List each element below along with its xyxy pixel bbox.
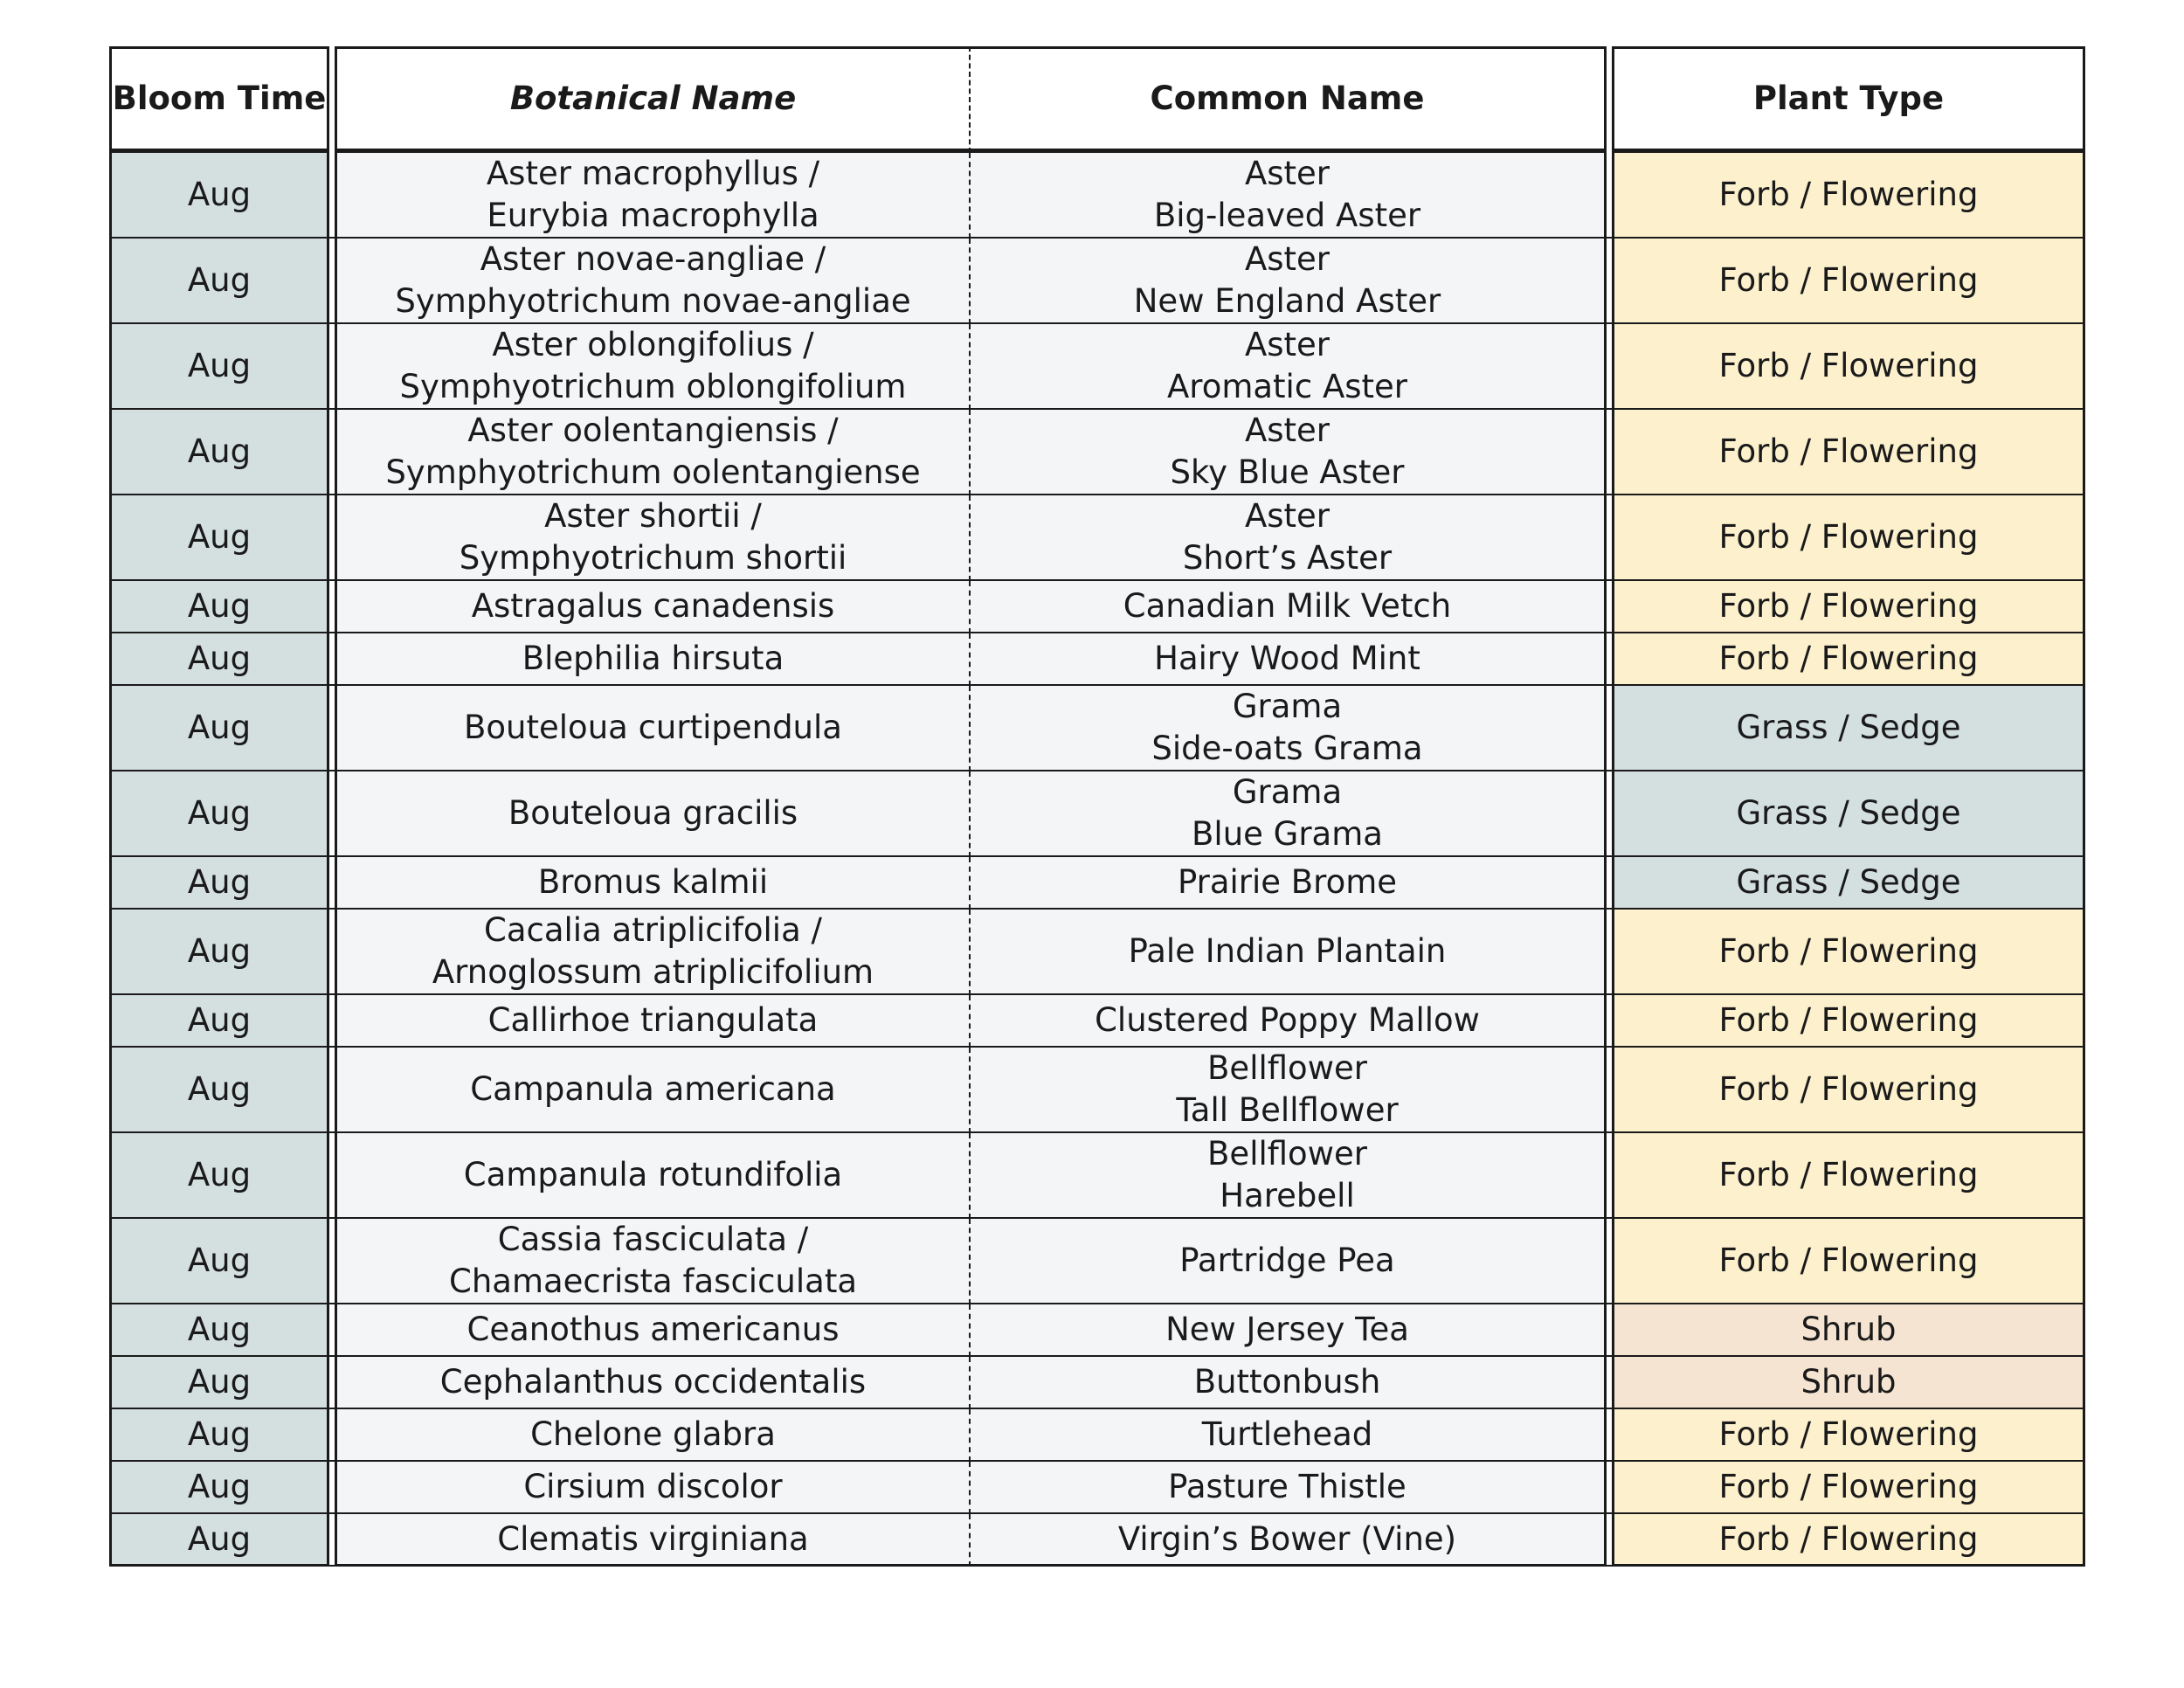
- botanical-name-cell: Bouteloua gracilis: [335, 771, 971, 857]
- bloom-time-cell: Aug: [109, 495, 329, 581]
- bloom-time-cell: Aug: [109, 857, 329, 910]
- botanical-name-cell: Bromus kalmii: [335, 857, 971, 910]
- botanical-name-cell: Ceanothus americanus: [335, 1304, 971, 1357]
- common-name-cell: Turtlehead: [971, 1409, 1607, 1462]
- header-botanical-name: Botanical Name: [335, 46, 971, 153]
- common-name-cell: Clustered Poppy Mallow: [971, 995, 1607, 1048]
- common-name-cell: Prairie Brome: [971, 857, 1607, 910]
- table-row: [109, 324, 2080, 410]
- common-name-cell: Pasture Thistle: [971, 1462, 1607, 1514]
- plant-type-cell: Grass / Sedge: [1612, 857, 2085, 910]
- plant-type-cell: Forb / Flowering: [1612, 1133, 2085, 1219]
- bloom-time-cell: Aug: [109, 153, 329, 239]
- botanical-name-cell: Astragalus canadensis: [335, 581, 971, 633]
- bloom-time-cell: Aug: [109, 910, 329, 995]
- plant-type-cell: Forb / Flowering: [1612, 1219, 2085, 1304]
- table-header-row: [109, 46, 2080, 153]
- plant-type-cell: Forb / Flowering: [1612, 633, 2085, 686]
- header-common-name: Common Name: [971, 46, 1607, 153]
- botanical-name-cell: Campanula rotundifolia: [335, 1133, 971, 1219]
- plant-type-cell: Forb / Flowering: [1612, 324, 2085, 410]
- table-row: [109, 910, 2080, 995]
- bloom-time-cell: Aug: [109, 1514, 329, 1567]
- bloom-time-cell: Aug: [109, 581, 329, 633]
- common-name-cell: Pale Indian Plantain: [971, 910, 1607, 995]
- table-row: [109, 153, 2080, 239]
- common-name-cell: Buttonbush: [971, 1357, 1607, 1409]
- table-row: [109, 1462, 2080, 1514]
- botanical-name-cell: Aster oblongifolius / Symphyotrichum oblongifolium: [335, 324, 971, 410]
- table-row: [109, 1133, 2080, 1219]
- plant-type-cell: Forb / Flowering: [1612, 1409, 2085, 1462]
- common-name-cell: Grama Blue Grama: [971, 771, 1607, 857]
- plant-type-cell: Shrub: [1612, 1304, 2085, 1357]
- common-name-cell: Bellflower Tall Bellflower: [971, 1048, 1607, 1133]
- table-row: [109, 857, 2080, 910]
- common-name-cell: Grama Side-oats Grama: [971, 686, 1607, 771]
- plant-type-cell: Forb / Flowering: [1612, 410, 2085, 495]
- plant-type-cell: Forb / Flowering: [1612, 1462, 2085, 1514]
- botanical-name-cell: Cirsium discolor: [335, 1462, 971, 1514]
- table-row: [109, 686, 2080, 771]
- table-row: [109, 410, 2080, 495]
- botanical-name-cell: Aster novae-angliae / Symphyotrichum novae-angliae: [335, 239, 971, 324]
- table-row: [109, 995, 2080, 1048]
- plant-type-cell: Forb / Flowering: [1612, 995, 2085, 1048]
- bloom-time-cell: Aug: [109, 995, 329, 1048]
- botanical-name-cell: Cephalanthus occidentalis: [335, 1357, 971, 1409]
- table-row: [109, 1514, 2080, 1567]
- bloom-time-cell: Aug: [109, 410, 329, 495]
- botanical-name-cell: Aster oolentangiensis / Symphyotrichum oolentangiense: [335, 410, 971, 495]
- botanical-name-cell: Clematis virginiana: [335, 1514, 971, 1567]
- header-bloom-time: Bloom Time: [109, 46, 329, 153]
- common-name-cell: Canadian Milk Vetch: [971, 581, 1607, 633]
- bloom-time-cell: Aug: [109, 686, 329, 771]
- plant-table: [109, 46, 2080, 1567]
- table-row: [109, 1304, 2080, 1357]
- plant-type-cell: Grass / Sedge: [1612, 686, 2085, 771]
- common-name-cell: Virgin’s Bower (Vine): [971, 1514, 1607, 1567]
- plant-type-cell: Shrub: [1612, 1357, 2085, 1409]
- botanical-name-cell: Aster macrophyllus / Eurybia macrophylla: [335, 153, 971, 239]
- plant-type-cell: Grass / Sedge: [1612, 771, 2085, 857]
- bloom-time-cell: Aug: [109, 1048, 329, 1133]
- botanical-name-cell: Aster shortii / Symphyotrichum shortii: [335, 495, 971, 581]
- common-name-cell: New Jersey Tea: [971, 1304, 1607, 1357]
- plant-type-cell: Forb / Flowering: [1612, 910, 2085, 995]
- common-name-cell: Aster Sky Blue Aster: [971, 410, 1607, 495]
- common-name-cell: Aster Big-leaved Aster: [971, 153, 1607, 239]
- table-row: [109, 495, 2080, 581]
- plant-type-cell: Forb / Flowering: [1612, 581, 2085, 633]
- plant-type-cell: Forb / Flowering: [1612, 495, 2085, 581]
- bloom-time-cell: Aug: [109, 1219, 329, 1304]
- table-row: [109, 633, 2080, 686]
- botanical-name-cell: Bouteloua curtipendula: [335, 686, 971, 771]
- bloom-time-cell: Aug: [109, 239, 329, 324]
- table-row: [109, 771, 2080, 857]
- table-row: [109, 1048, 2080, 1133]
- table-row: [109, 1409, 2080, 1462]
- plant-type-cell: Forb / Flowering: [1612, 239, 2085, 324]
- botanical-name-cell: Cassia fasciculata / Chamaecrista fasciculata: [335, 1219, 971, 1304]
- bloom-time-cell: Aug: [109, 1357, 329, 1409]
- bloom-time-cell: Aug: [109, 633, 329, 686]
- bloom-time-cell: Aug: [109, 1133, 329, 1219]
- common-name-cell: Hairy Wood Mint: [971, 633, 1607, 686]
- common-name-cell: Bellflower Harebell: [971, 1133, 1607, 1219]
- botanical-name-cell: Campanula americana: [335, 1048, 971, 1133]
- botanical-name-cell: Callirhoe triangulata: [335, 995, 971, 1048]
- bloom-time-cell: Aug: [109, 771, 329, 857]
- table-row: [109, 1357, 2080, 1409]
- common-name-cell: Aster Short’s Aster: [971, 495, 1607, 581]
- table-body: [109, 153, 2080, 1567]
- plant-type-cell: Forb / Flowering: [1612, 1514, 2085, 1567]
- bloom-time-cell: Aug: [109, 324, 329, 410]
- plant-type-cell: Forb / Flowering: [1612, 1048, 2085, 1133]
- bloom-time-cell: Aug: [109, 1462, 329, 1514]
- table-row: [109, 581, 2080, 633]
- header-plant-type: Plant Type: [1612, 46, 2085, 153]
- plant-type-cell: Forb / Flowering: [1612, 153, 2085, 239]
- botanical-name-cell: Cacalia atriplicifolia / Arnoglossum atriplicifolium: [335, 910, 971, 995]
- bloom-time-cell: Aug: [109, 1409, 329, 1462]
- table-row: [109, 1219, 2080, 1304]
- botanical-name-cell: Blephilia hirsuta: [335, 633, 971, 686]
- bloom-time-cell: Aug: [109, 1304, 329, 1357]
- common-name-cell: Aster New England Aster: [971, 239, 1607, 324]
- botanical-name-cell: Chelone glabra: [335, 1409, 971, 1462]
- table-row: [109, 239, 2080, 324]
- common-name-cell: Partridge Pea: [971, 1219, 1607, 1304]
- common-name-cell: Aster Aromatic Aster: [971, 324, 1607, 410]
